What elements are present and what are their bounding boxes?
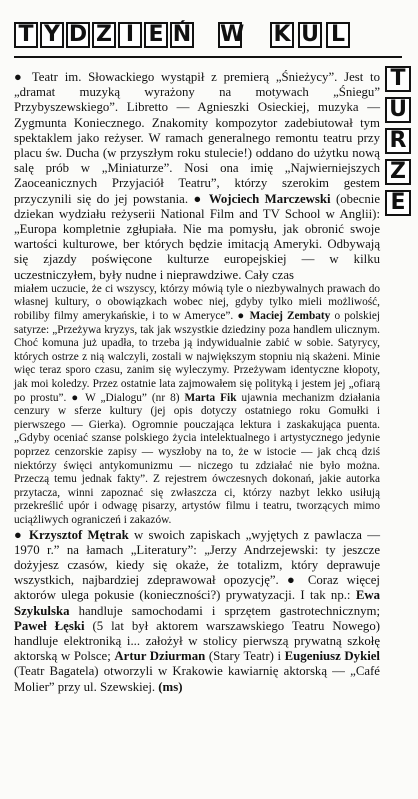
header-rule — [14, 56, 402, 58]
person-name: Wojciech Marczewski — [208, 191, 331, 206]
paragraph-text: o polskiej satyrze: „Przeżywa kryzys, tak jak wszystkie dziedziny poza handlem ulicznym. Choć komuna już upadła, to trzeba ją indywidualnie zabić w sobie. Satyrycy, których ostrze z nią walczyli, zostali w największym stopniu nią skażeni. Minie więc teraz sporo czasu, zanim się wyleczymy. Przeżywam identyczne kłopoty, jak moi koledzy. Przez ostatnie lata zajmowałem się polityką i jestem jej „ofiarą po prostu”. — [14, 310, 380, 404]
person-name: Ewa Szykulska — [14, 588, 380, 618]
header-letter: D — [66, 22, 90, 48]
paragraph-text: (5 lat był aktorem warszawskiego Teatru Nowego) handluje elektroniką i... założył w stolicy pierwszą prywatną szkołę aktorską w Polsce; — [14, 618, 380, 664]
paragraph-text: ujawnia mechanizm działania cenzury w sferze kultury (jej opis dotyczy ostatniego roku Gomułki i pierwszego — Gierka). Ogromnie pouczająca lektura i zaskakująca puenta. „Gdyby oceniać szanse polskiego życia intelektualnego i artystycznego jedynie poprzez cenzorskie zapisy — wyszłoby na to, że w istocie — jak chcą dziś niektórzy święci antykomunizmu — niczego tu zdziałać nie było można. Przeczą temu jednak fakty”. Z rejestrem ówczesnych dokonań, jakie autorka przytacza, winni zapoznać się zwłaszcza ci, którzy nazbyt lekko usiłują przekreślić upór i odwagę pisarzy, artystów filmu i teatru, tworzących mimo uciążliwych ograniczeń i zakazów. — [14, 391, 380, 526]
person-name: Eugeniusz Dykiel — [284, 649, 380, 664]
paragraph-text: miałem uczucie, że ci wszyscy, którzy mówią tyle o niezbywalnych prawach do własnej kultury, o obowiązkach wobec niej, gdyby tylko mieli możliwość, robiliby filmy amerykańskie, i to w Ameryce”. — [14, 282, 380, 323]
author-signature: (ms) — [158, 679, 183, 694]
section-header — [14, 8, 414, 66]
paragraph-text: Teatr im. Słowackiego wystąpił z premierą „Śnieżycy”. Jest to „dramat muzyką wyrażony na motywach „Śniegu” Przybyszewskiego”. Libretto — Agnieszki Osieckiej, muzyka — Zygmunta Koniecznego. Znakomity kompozytor zadebiutował tym spektaklem jako reżyser. W ramach generalnego remontu teatru przy placu św. Ducha (w przyszłym roku stulecie!) oddano do użytku nową salę prób w „Miniaturze”. Nosi ona imię „Najwierniejszych Zaoceanicznych Przyjaciół Teatru”, którzy szerokim gestem przyczynili się do jej powstania. — [14, 70, 381, 206]
header-letter: Z — [92, 22, 116, 48]
paragraph-text: w swoich zapiskach „wyjętych z pawlacza — 1970 r.” na łamach „Literatury”: „Jerzy Andrzejewski: ty jeszcze dożyjesz czasów, kiedy się okaże, że totalizm, który deprawuje wszystkich, najbardziej zdeprawował opozycję”. — [14, 527, 380, 588]
article-body — [14, 70, 380, 790]
paragraph-text: (Teatr Bagatela) otworzyli w Krakowie kawiarnię aktorską — „Café Molier” przy ul. Szewskiej. — [14, 664, 380, 694]
side-letter: Z — [385, 159, 411, 185]
paragraph-text: (Stary Teatr) i — [205, 649, 285, 664]
paragraph-text: (obecnie dziekan wydziału reżyserii National Film and TV School w Anglii): „Europa kompletnie zgłupiała. Nie ma pomysłu, jak obronić swoje wartości kulturowe, ber których będzie imitacją Ameryki. Odbywają się zjazdy poświęcone kulturze europejskiej — w kilku uczestniczyłem, były nudne i nieprawdziwe. Cały czas — [14, 191, 380, 282]
paragraph — [14, 528, 380, 695]
person-name: Marta Fik — [184, 391, 237, 404]
bullet-icon: ● — [237, 310, 246, 323]
person-name: Artur Dziurman — [114, 649, 206, 664]
person-name: Krzysztof Mętrak — [29, 527, 129, 542]
bullet-icon: ● — [286, 573, 300, 588]
paragraph-text: handluje samochodami i sprzętem gastrotechnicznym; — [69, 603, 380, 618]
side-letter: T — [385, 66, 411, 92]
vertical-title — [385, 66, 415, 276]
person-name: Maciej Zembaty — [249, 310, 331, 323]
header-letter: L — [326, 22, 350, 48]
side-letter: E — [385, 190, 411, 216]
header-letter: Y — [40, 22, 64, 48]
header-letter: K — [270, 22, 294, 48]
paragraph-text: W „Dialogu” (nr 8) — [80, 391, 185, 404]
header-letter: T — [14, 22, 38, 48]
header-letter: W — [220, 22, 245, 47]
header-letter: Ń — [170, 22, 194, 48]
side-letter: R — [385, 128, 411, 154]
bullet-icon: ● — [14, 527, 24, 542]
bullet-icon: ● — [14, 70, 26, 84]
bullet-icon: ● — [71, 391, 81, 404]
header-letter: E — [144, 22, 168, 48]
header-letter: U — [298, 22, 322, 48]
paragraph — [14, 283, 380, 528]
bullet-icon: ● — [193, 191, 204, 206]
person-name: Paweł Łęski — [14, 618, 85, 633]
paragraph-text: Coraz więcej aktorów ulega pokusie (konieczności?) prywatyzacji. I tak np.: — [14, 573, 380, 603]
header-letter: I — [118, 22, 142, 48]
side-letter: U — [385, 97, 411, 123]
paragraph — [14, 70, 380, 283]
